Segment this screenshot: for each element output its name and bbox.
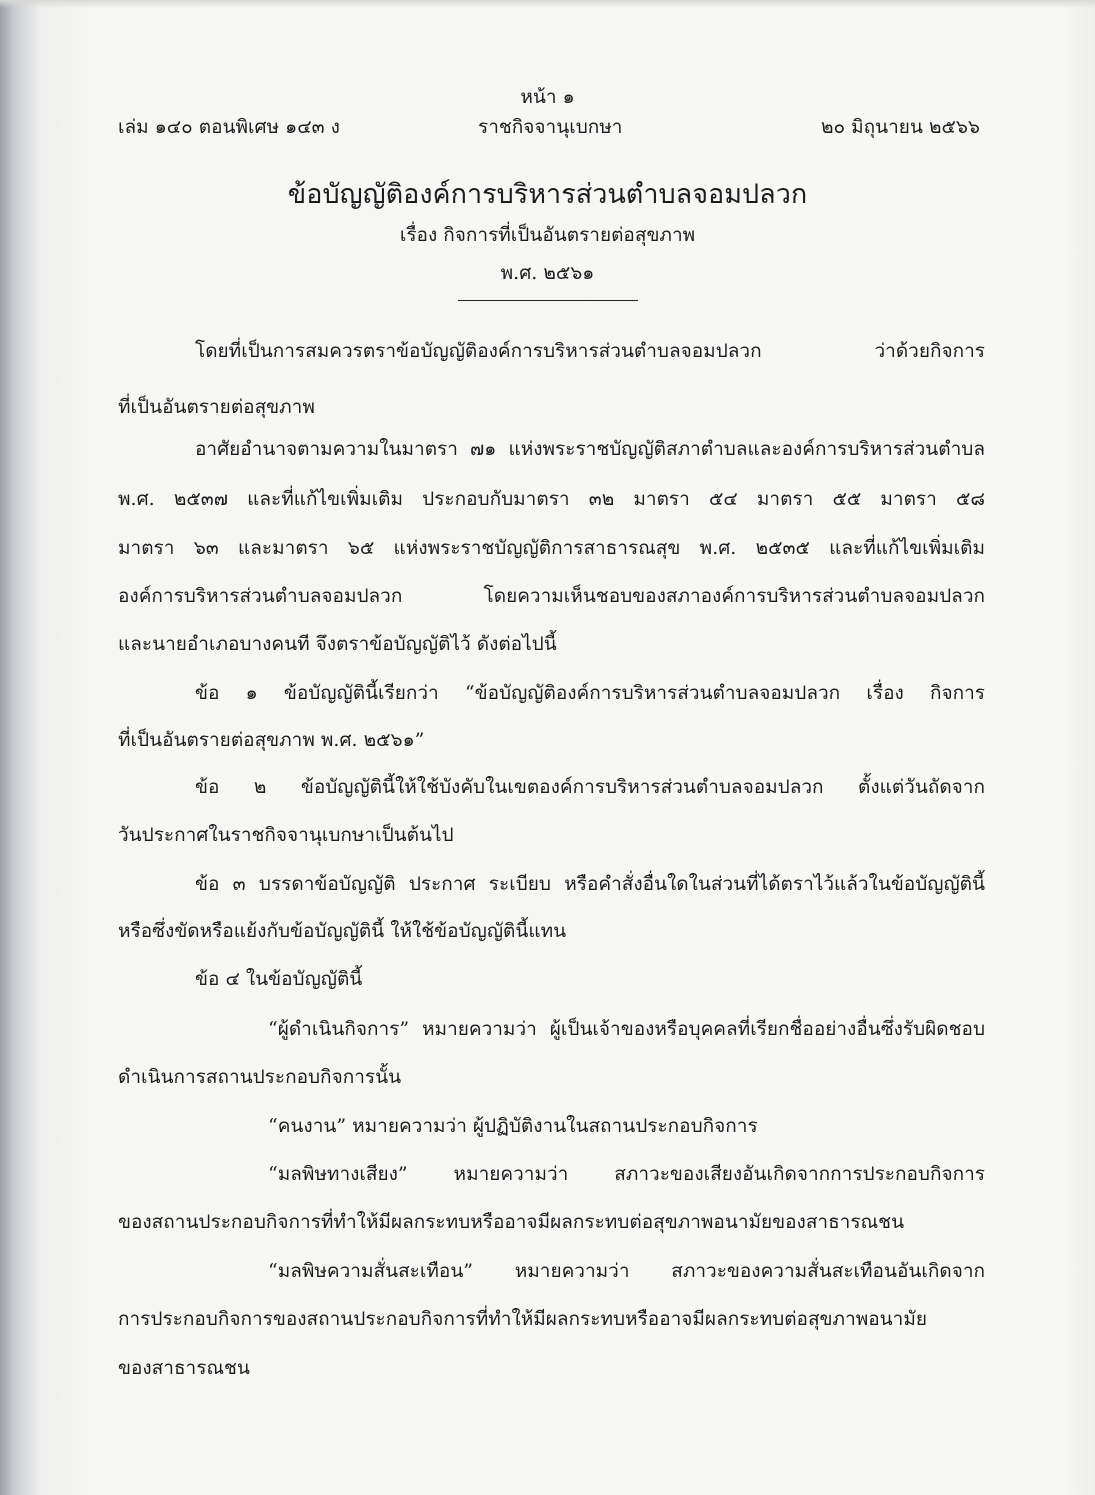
body-line: ข้อ ๑ ข้อบัญญัตินี้เรียกว่า “ข้อบัญญัติองค์การบริหารส่วนตำบลจอมปลวก เรื่อง กิจการ [195,682,985,704]
body-line: อาศัยอำนาจตามความในมาตรา ๗๑ แห่งพระราชบัญญัติสภาตำบลและองค์การบริหารส่วนตำบล [195,438,985,460]
body-line: “มลพิษความสั่นสะเทือน” หมายความว่า สภาวะของความสั่นสะเทือนอันเกิดจาก [268,1260,985,1282]
body-line: ข้อ ๓ บรรดาข้อบัญญัติ ประกาศ ระเบียบ หรือคำสั่งอื่นใดในส่วนที่ได้ตราไว้แล้วในข้อบัญญัตินี้ [195,873,985,895]
body-line: “ผู้ดำเนินกิจการ” หมายความว่า ผู้เป็นเจ้าของหรือบุคคลที่เรียกชื่ออย่างอื่นซึ่งรับผิดชอบ [268,1018,985,1040]
body-line: วันประกาศในราชกิจจานุเบกษาเป็นต้นไป [118,824,454,846]
publication-date: ๒๐ มิถุนายน ๒๕๖๖ [820,116,980,138]
body-line: “มลพิษทางเสียง” หมายความว่า สภาวะของเสียงอันเกิดจากการประกอบกิจการ [268,1163,985,1185]
body-line: “คนงาน” หมายความว่า ผู้ปฏิบัติงานในสถานประกอบกิจการ [268,1115,758,1137]
body-line: มาตรา ๖๓ และมาตรา ๖๕ แห่งพระราชบัญญัติการสาธารณสุข พ.ศ. ๒๕๓๕ และที่แก้ไขเพิ่มเติม [118,537,985,559]
document-title: ข้อบัญญัติองค์การบริหารส่วนตำบลจอมปลวก [287,179,808,210]
body-line: ของสถานประกอบกิจการที่ทำให้มีผลกระทบหรืออาจมีผลกระทบต่อสุขภาพอนามัยของสาธารณชน [118,1211,905,1233]
body-line: ข้อ ๔ ในข้อบัญญัตินี้ [195,968,363,990]
body-line: และนายอำเภอบางคนที จึงตราข้อบัญญัติไว้ ดังต่อไปนี้ [118,633,557,655]
body-line: ของสาธารณชน [118,1357,250,1379]
body-line: ดำเนินการสถานประกอบกิจการนั้น [118,1066,402,1088]
body-line: องค์การบริหารส่วนตำบลจอมปลวก โดยความเห็นชอบของสภาองค์การบริหารส่วนตำบลจอมปลวก [118,585,985,607]
body-line: โดยที่เป็นการสมควรตราข้อบัญญัติองค์การบริหารส่วนตำบลจอมปลวก ว่าด้วยกิจการ [195,340,985,362]
body-line: การประกอบกิจการของสถานประกอบกิจการที่ทำให้มีผลกระทบหรืออาจมีผลกระทบต่อสุขภาพอนามัย [118,1308,927,1330]
document-year: พ.ศ. ๒๕๖๑ [500,262,595,284]
body-line: หรือซึ่งขัดหรือแย้งกับข้อบัญญัตินี้ ให้ใช้ข้อบัญญัตินี้แทน [118,920,567,942]
body-line: พ.ศ. ๒๕๓๗ และที่แก้ไขเพิ่มเติม ประกอบกับมาตรา ๓๒ มาตรา ๕๔ มาตรา ๕๕ มาตรา ๕๘ [118,488,985,510]
body-line: ที่เป็นอันตรายต่อสุขภาพ [118,396,315,418]
gazette-name: ราชกิจจานุเบกษา [478,116,623,138]
document-subject: เรื่อง กิจการที่เป็นอันตรายต่อสุขภาพ [399,224,696,246]
page-number: หน้า ๑ [520,86,575,108]
body-line: ข้อ ๒ ข้อบัญญัตินี้ให้ใช้บังคับในเขตองค์การบริหารส่วนตำบลจอมปลวก ตั้งแต่วันถัดจาก [195,776,985,798]
body-line: ที่เป็นอันตรายต่อสุขภาพ พ.ศ. ๒๕๖๑” [118,729,425,751]
volume-issue: เล่ม ๑๔๐ ตอนพิเศษ ๑๔๓ ง [118,116,340,138]
